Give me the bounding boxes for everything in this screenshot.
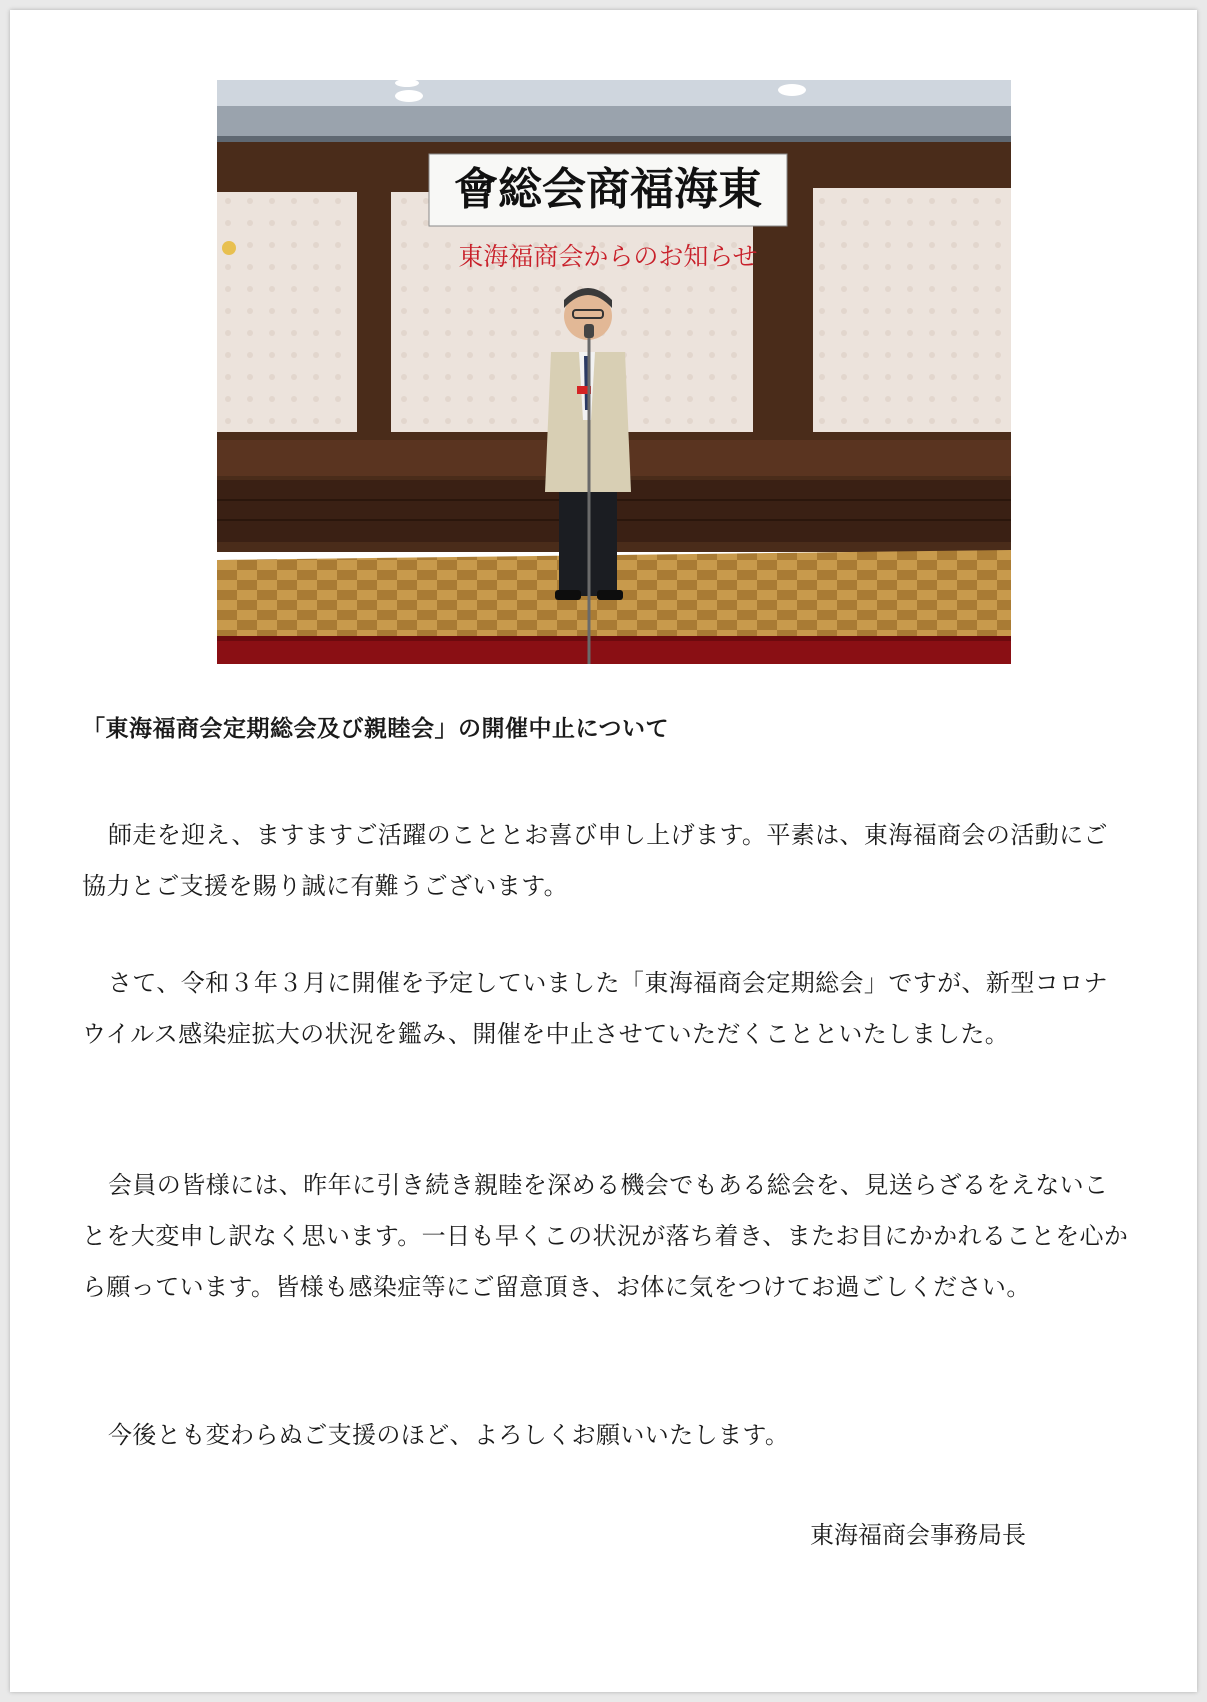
banner-text: 會総会商福海東 bbox=[454, 164, 762, 215]
event-photo bbox=[217, 80, 1011, 664]
paragraph-apology: 会員の皆様には、昨年に引き続き親睦を深める機会でもある総会を、見送らざるをえないことを大変申し訳なく思います。一日も早くこの状況が落ち着き、またお目にかかれることを心から願っています。皆様も感染症等にご留意頂き、お体に気をつけてお過ごしください。 bbox=[82, 1171, 1129, 1301]
microphone bbox=[584, 324, 594, 338]
wall-panel-left bbox=[217, 192, 357, 432]
wall-panel-right bbox=[813, 188, 1011, 432]
document-page bbox=[10, 10, 1197, 1692]
wall-lamp bbox=[222, 241, 236, 255]
notice-title: 「東海福商会定期総会及び親睦会」の開催中止について bbox=[82, 715, 670, 742]
ceiling-light bbox=[395, 90, 423, 102]
paragraph-closing: 今後とも変わらぬご支援のほど、よろしくお願いいたします。 bbox=[108, 1421, 790, 1449]
photo-caption: 東海福商会からのお知らせ bbox=[458, 242, 758, 271]
ceiling-light bbox=[778, 84, 806, 96]
paragraph-greeting: 師走を迎え、ますますご活躍のこととお喜び申し上げます。平素は、東海福商会の活動にご協力とご支援を賜り誠に有難うございます。 bbox=[82, 821, 1108, 900]
paragraph-cancellation: さて、令和３年３月に開催を予定していました「東海福商会定期総会」ですが、新型コロナウイルス感染症拡大の状況を鑑み、開催を中止させていただくことといたしました。 bbox=[82, 969, 1108, 1048]
stage-skirt bbox=[217, 640, 1011, 664]
signature: 東海福商会事務局長 bbox=[810, 1521, 1026, 1549]
